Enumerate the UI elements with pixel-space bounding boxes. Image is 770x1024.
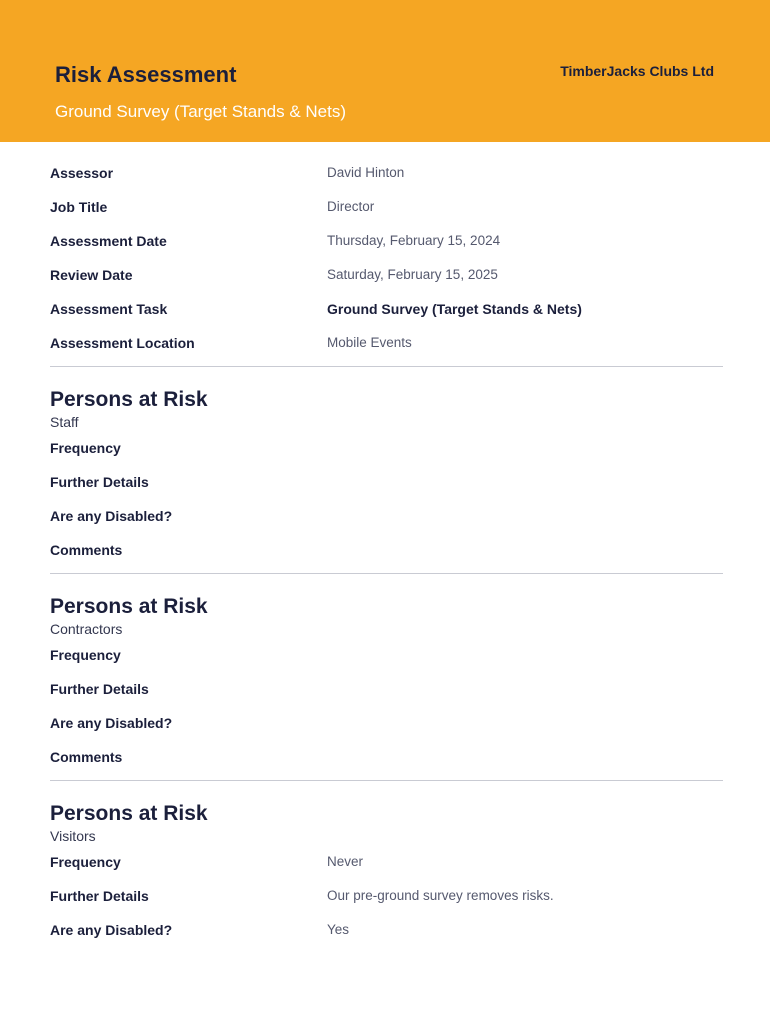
document-subtitle: Ground Survey (Target Stands & Nets) (55, 102, 347, 121)
detail-label: Assessment Location (50, 335, 195, 351)
section-title: Persons at Risk (50, 802, 208, 825)
detail-row-assessment-date (50, 224, 723, 258)
field-label: Are any Disabled? (50, 715, 173, 731)
detail-value: David Hinton (327, 165, 405, 180)
detail-value: Ground Survey (Target Stands & Nets) (327, 301, 582, 317)
detail-value: Mobile Events (327, 335, 412, 350)
section-group: Visitors (50, 828, 96, 844)
field-row-frequency (50, 845, 723, 879)
field-label: Frequency (50, 647, 121, 663)
field-label: Are any Disabled? (50, 922, 173, 938)
section-group: Contractors (50, 621, 123, 637)
detail-value: Thursday, February 15, 2024 (327, 233, 501, 248)
detail-value: Saturday, February 15, 2025 (327, 267, 498, 282)
company-name: TimberJacks Clubs Ltd (560, 63, 714, 79)
detail-row-job-title (50, 190, 723, 224)
field-row-disabled (50, 499, 723, 533)
field-row-further-details (50, 879, 723, 913)
field-value: Yes (327, 922, 350, 937)
field-row-comments (50, 533, 723, 567)
field-label: Frequency (50, 440, 121, 456)
field-label: Further Details (50, 888, 149, 904)
persons-at-risk-staff (50, 367, 723, 567)
persons-at-risk-contractors (50, 574, 723, 774)
field-row-disabled (50, 706, 723, 740)
detail-row-review-date (50, 258, 723, 292)
detail-label: Assessment Task (50, 301, 168, 317)
section-title: Persons at Risk (50, 388, 208, 411)
detail-row-assessment-location (50, 326, 723, 360)
field-value: Never (327, 854, 364, 869)
field-value: Our pre-ground survey removes risks. (327, 888, 554, 903)
field-row-comments (50, 740, 723, 774)
detail-label: Job Title (50, 199, 108, 215)
field-label: Comments (50, 542, 123, 558)
detail-label: Assessment Date (50, 233, 167, 249)
detail-value: Director (327, 199, 375, 214)
field-row-further-details (50, 672, 723, 706)
document-title: Risk Assessment (55, 62, 237, 87)
field-row-disabled (50, 913, 723, 947)
detail-row-assessment-task (50, 292, 723, 326)
assessment-details (50, 156, 723, 360)
field-row-frequency (50, 431, 723, 465)
persons-at-risk-visitors (50, 781, 723, 947)
detail-label: Review Date (50, 267, 133, 283)
field-label: Further Details (50, 681, 149, 697)
header-banner (0, 0, 770, 142)
section-title: Persons at Risk (50, 595, 208, 618)
detail-label: Assessor (50, 165, 114, 181)
detail-row-assessor (50, 156, 723, 190)
field-label: Comments (50, 749, 123, 765)
section-group: Staff (50, 414, 79, 430)
field-label: Frequency (50, 854, 121, 870)
field-label: Further Details (50, 474, 149, 490)
field-row-frequency (50, 638, 723, 672)
document-body (50, 156, 723, 947)
field-row-further-details (50, 465, 723, 499)
field-label: Are any Disabled? (50, 508, 173, 524)
